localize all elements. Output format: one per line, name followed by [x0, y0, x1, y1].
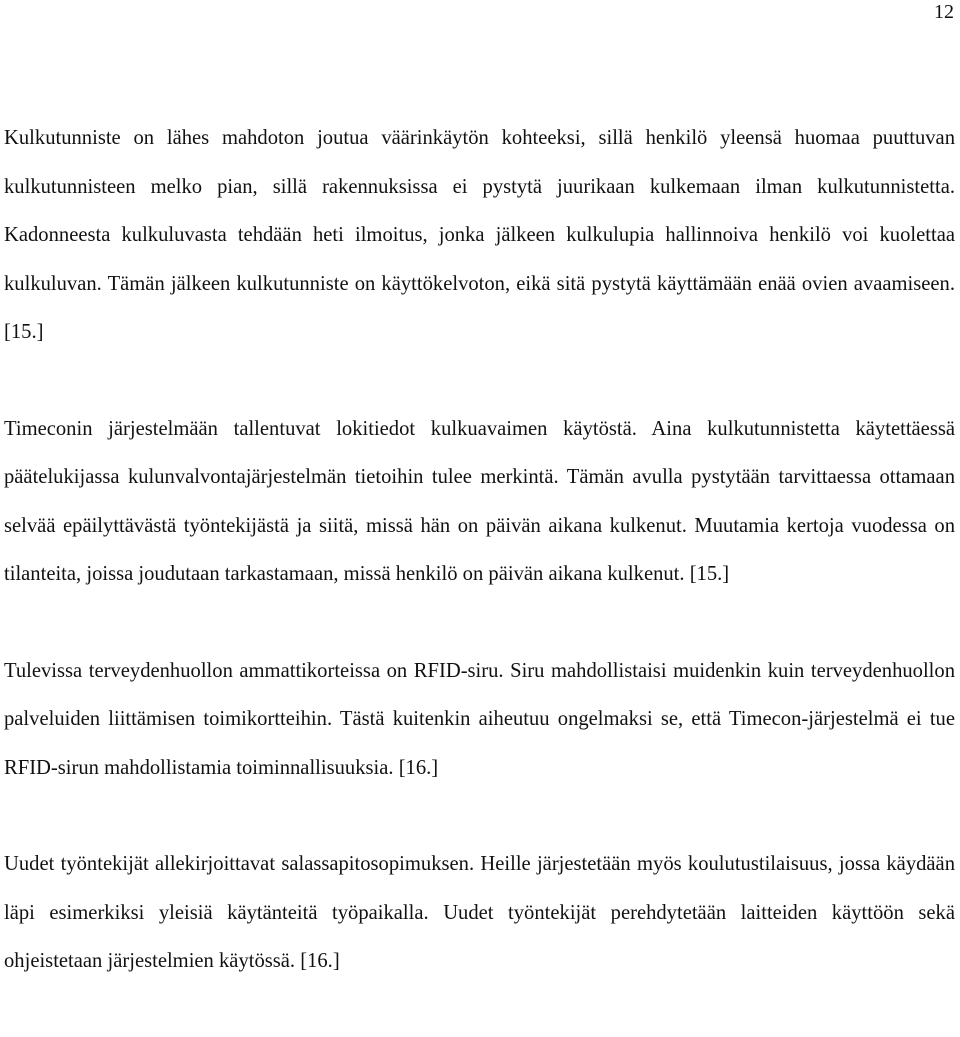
page-number: 12	[934, 1, 954, 23]
document-body	[4, 114, 955, 986]
paragraph-rfid-cards: Tulevissa terveydenhuollon ammattikorteissa on RFID-siru. Siru mahdollistaisi muidenkin kuin terveydenhuollon palveluiden liittämisen toimikortteihin. Tästä kuitenkin aiheutuu ongelmaksi se, että Timecon-järjestelmä ei tue RFID-sirun mahdollistamia toiminnallisuuksia. [16.]	[4, 659, 955, 779]
paragraph-new-employees: Uudet työntekijät allekirjoittavat salassapitosopimuksen. Heille järjestetään myös koulutustilaisuus, jossa käydään läpi esimerkiksi yleisiä käytänteitä työpaikalla. Uudet työntekijät perehdytetään laitteiden käyttöön sekä ohjeistetaan järjestelmien käytössä. [16.]	[4, 853, 955, 972]
paragraph-timecon-logs: Timeconin järjestelmään tallentuvat lokitiedot kulkuavaimen käytöstä. Aina kulkutunnistetta käytettäessä päätelukijassa kulunvalvontajärjestelmän tietoihin tulee merkintä. Tämän avulla pystytään tarvittaessa ottamaan selvää epäilyttävästä työntekijästä ja siitä, missä hän on päivän aikana kulkenut. Muutamia kertoja vuodessa on tilanteita, joissa joudutaan tarkastamaan, missä henkilö on päivän aikana kulkenut. [15.]	[4, 417, 955, 585]
paragraph-access-token-misuse: Kulkutunniste on lähes mahdoton joutua väärinkäytön kohteeksi, sillä henkilö yleensä huomaa puuttuvan kulkutunnisteen melko pian, sillä rakennuksissa ei pystytä juurikaan kulkemaan ilman kulkutunnistetta. Kadonneesta kulkuluvasta tehdään heti ilmoitus, jonka jälkeen kulkulupia hallinnoiva henkilö voi kuolettaa kulkuluvan. Tämän jälkeen kulkutunniste on käyttökelvoton, eikä sitä pystytä käyttämään enää ovien avaamiseen. [15.]	[4, 127, 955, 343]
